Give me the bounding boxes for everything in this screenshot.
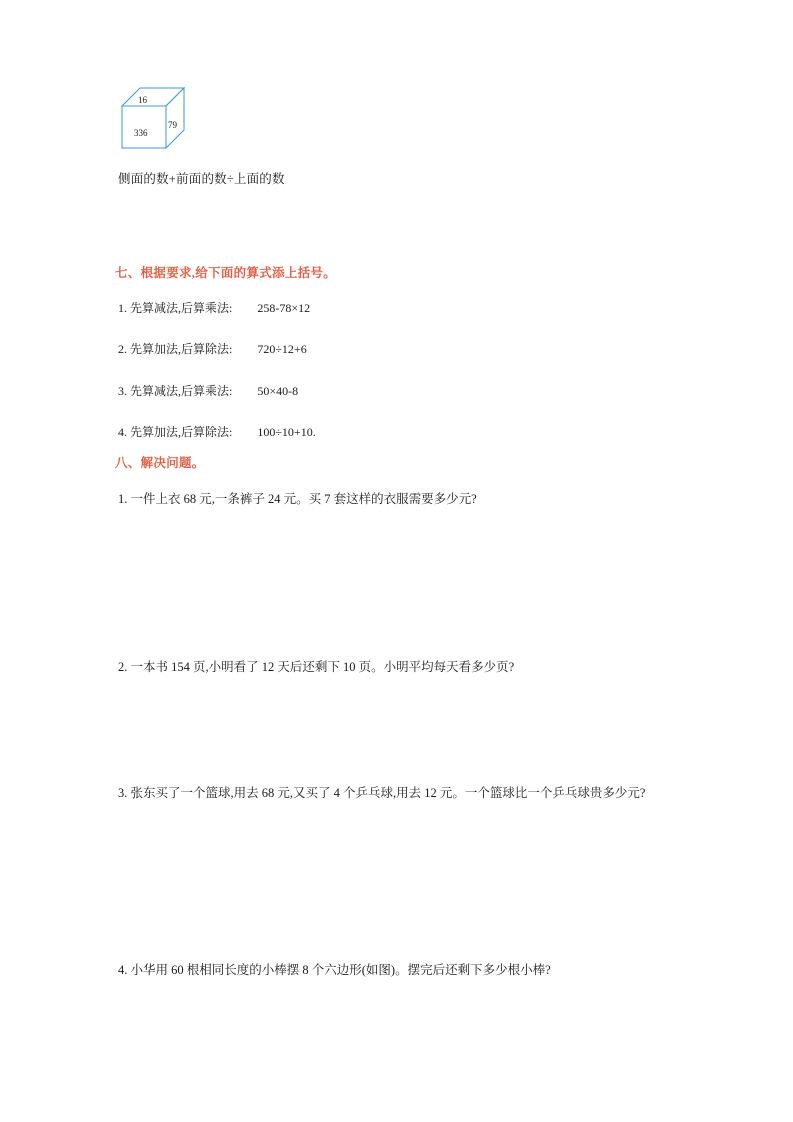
item-expression: 100÷10+10.	[257, 425, 316, 439]
problem-number: 3.	[118, 786, 128, 800]
item-expression: 50×40-8	[257, 384, 299, 398]
item-requirement: 先算减法,后算乘法:	[130, 384, 233, 398]
cube-top-number: 16	[138, 95, 147, 105]
problem-number: 4.	[118, 963, 128, 977]
item-requirement: 先算加法,后算除法:	[130, 425, 233, 439]
problem-item	[118, 648, 718, 686]
item-number: 2.	[118, 342, 127, 356]
section-heading-eight: 八、解决问题。	[115, 456, 205, 470]
item-number: 4.	[118, 425, 127, 439]
cube-side-number: 79	[168, 120, 177, 130]
problem-number: 2.	[118, 660, 128, 674]
problem-item	[118, 480, 718, 518]
list-item	[118, 340, 307, 357]
cube-shape	[118, 82, 198, 154]
item-expression: 720÷12+6	[257, 342, 307, 356]
problem-number: 1.	[118, 492, 128, 506]
problem-item	[118, 951, 718, 989]
figure-caption: 侧面的数+前面的数÷上面的数	[118, 172, 285, 186]
cube-front-number: 336	[134, 128, 148, 138]
item-expression: 258-78×12	[257, 301, 311, 315]
item-requirement: 先算加法,后算除法:	[130, 342, 233, 356]
section-heading-seven: 七、根据要求,给下面的算式添上括号。	[115, 266, 337, 280]
problem-text: 一本书 154 页,小明看了 12 天后还剩下 10 页。小明平均每天看多少页?	[130, 660, 515, 674]
problem-item	[118, 774, 698, 812]
cube-diagram	[118, 82, 198, 154]
item-number: 1.	[118, 301, 127, 315]
problem-text: 张东买了一个篮球,用去 68 元,又买了 4 个乒乓球,用去 12 元。一个篮球比一个乒乓球贵多少元?	[130, 786, 646, 800]
list-item	[118, 382, 298, 399]
problem-text: 小华用 60 根相同长度的小棒摆 8 个六边形(如图)。摆完后还剩下多少根小棒?	[130, 963, 551, 977]
item-number: 3.	[118, 384, 127, 398]
list-item	[118, 299, 310, 316]
list-item	[118, 423, 316, 440]
problem-text: 一件上衣 68 元,一条裤子 24 元。买 7 套这样的衣服需要多少元?	[130, 492, 477, 506]
item-requirement: 先算减法,后算乘法:	[130, 301, 233, 315]
